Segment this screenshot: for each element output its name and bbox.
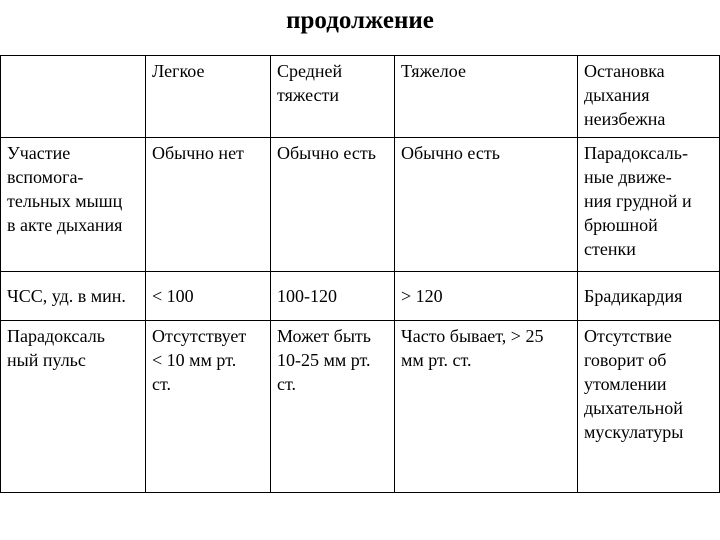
table-cell: Обычно нет [146, 138, 271, 272]
table-row [1, 272, 720, 321]
table-cell: Отсутствует < 10 мм рт. ст. [146, 321, 271, 493]
table-cell: Может быть 10-25 мм рт. ст. [271, 321, 395, 493]
header-cell-moderate: Средней тяжести [271, 56, 395, 138]
table-cell: Часто бывает, > 25 мм рт. ст. [395, 321, 578, 493]
table-cell: 100-120 [271, 272, 395, 321]
table-row [1, 321, 720, 493]
table-cell: Отсутствие говорит об утомлении дыхательной мускулатуры [578, 321, 720, 493]
header-cell-mild: Легкое [146, 56, 271, 138]
table-cell: Парадоксаль- ные движе- ния грудной и брюшной стенки [578, 138, 720, 272]
table-cell: Обычно есть [271, 138, 395, 272]
row-label-heart-rate: ЧСС, уд. в мин. [1, 272, 146, 321]
table-cell: > 120 [395, 272, 578, 321]
header-cell-arrest: Остановка дыхания неизбежна [578, 56, 720, 138]
row-label-paradoxical-pulse: Парадоксаль ный пульс [1, 321, 146, 493]
table-cell: Брадикардия [578, 272, 720, 321]
header-row [1, 56, 720, 138]
severity-table [0, 55, 720, 493]
table-cell: < 100 [146, 272, 271, 321]
row-label-accessory-muscles: Участие вспомога- тельных мышц в акте дыхания [1, 138, 146, 272]
header-cell-severe: Тяжелое [395, 56, 578, 138]
page-title: продолжение [286, 7, 434, 34]
table-row [1, 138, 720, 272]
header-cell-empty [1, 56, 146, 138]
table-cell: Обычно есть [395, 138, 578, 272]
